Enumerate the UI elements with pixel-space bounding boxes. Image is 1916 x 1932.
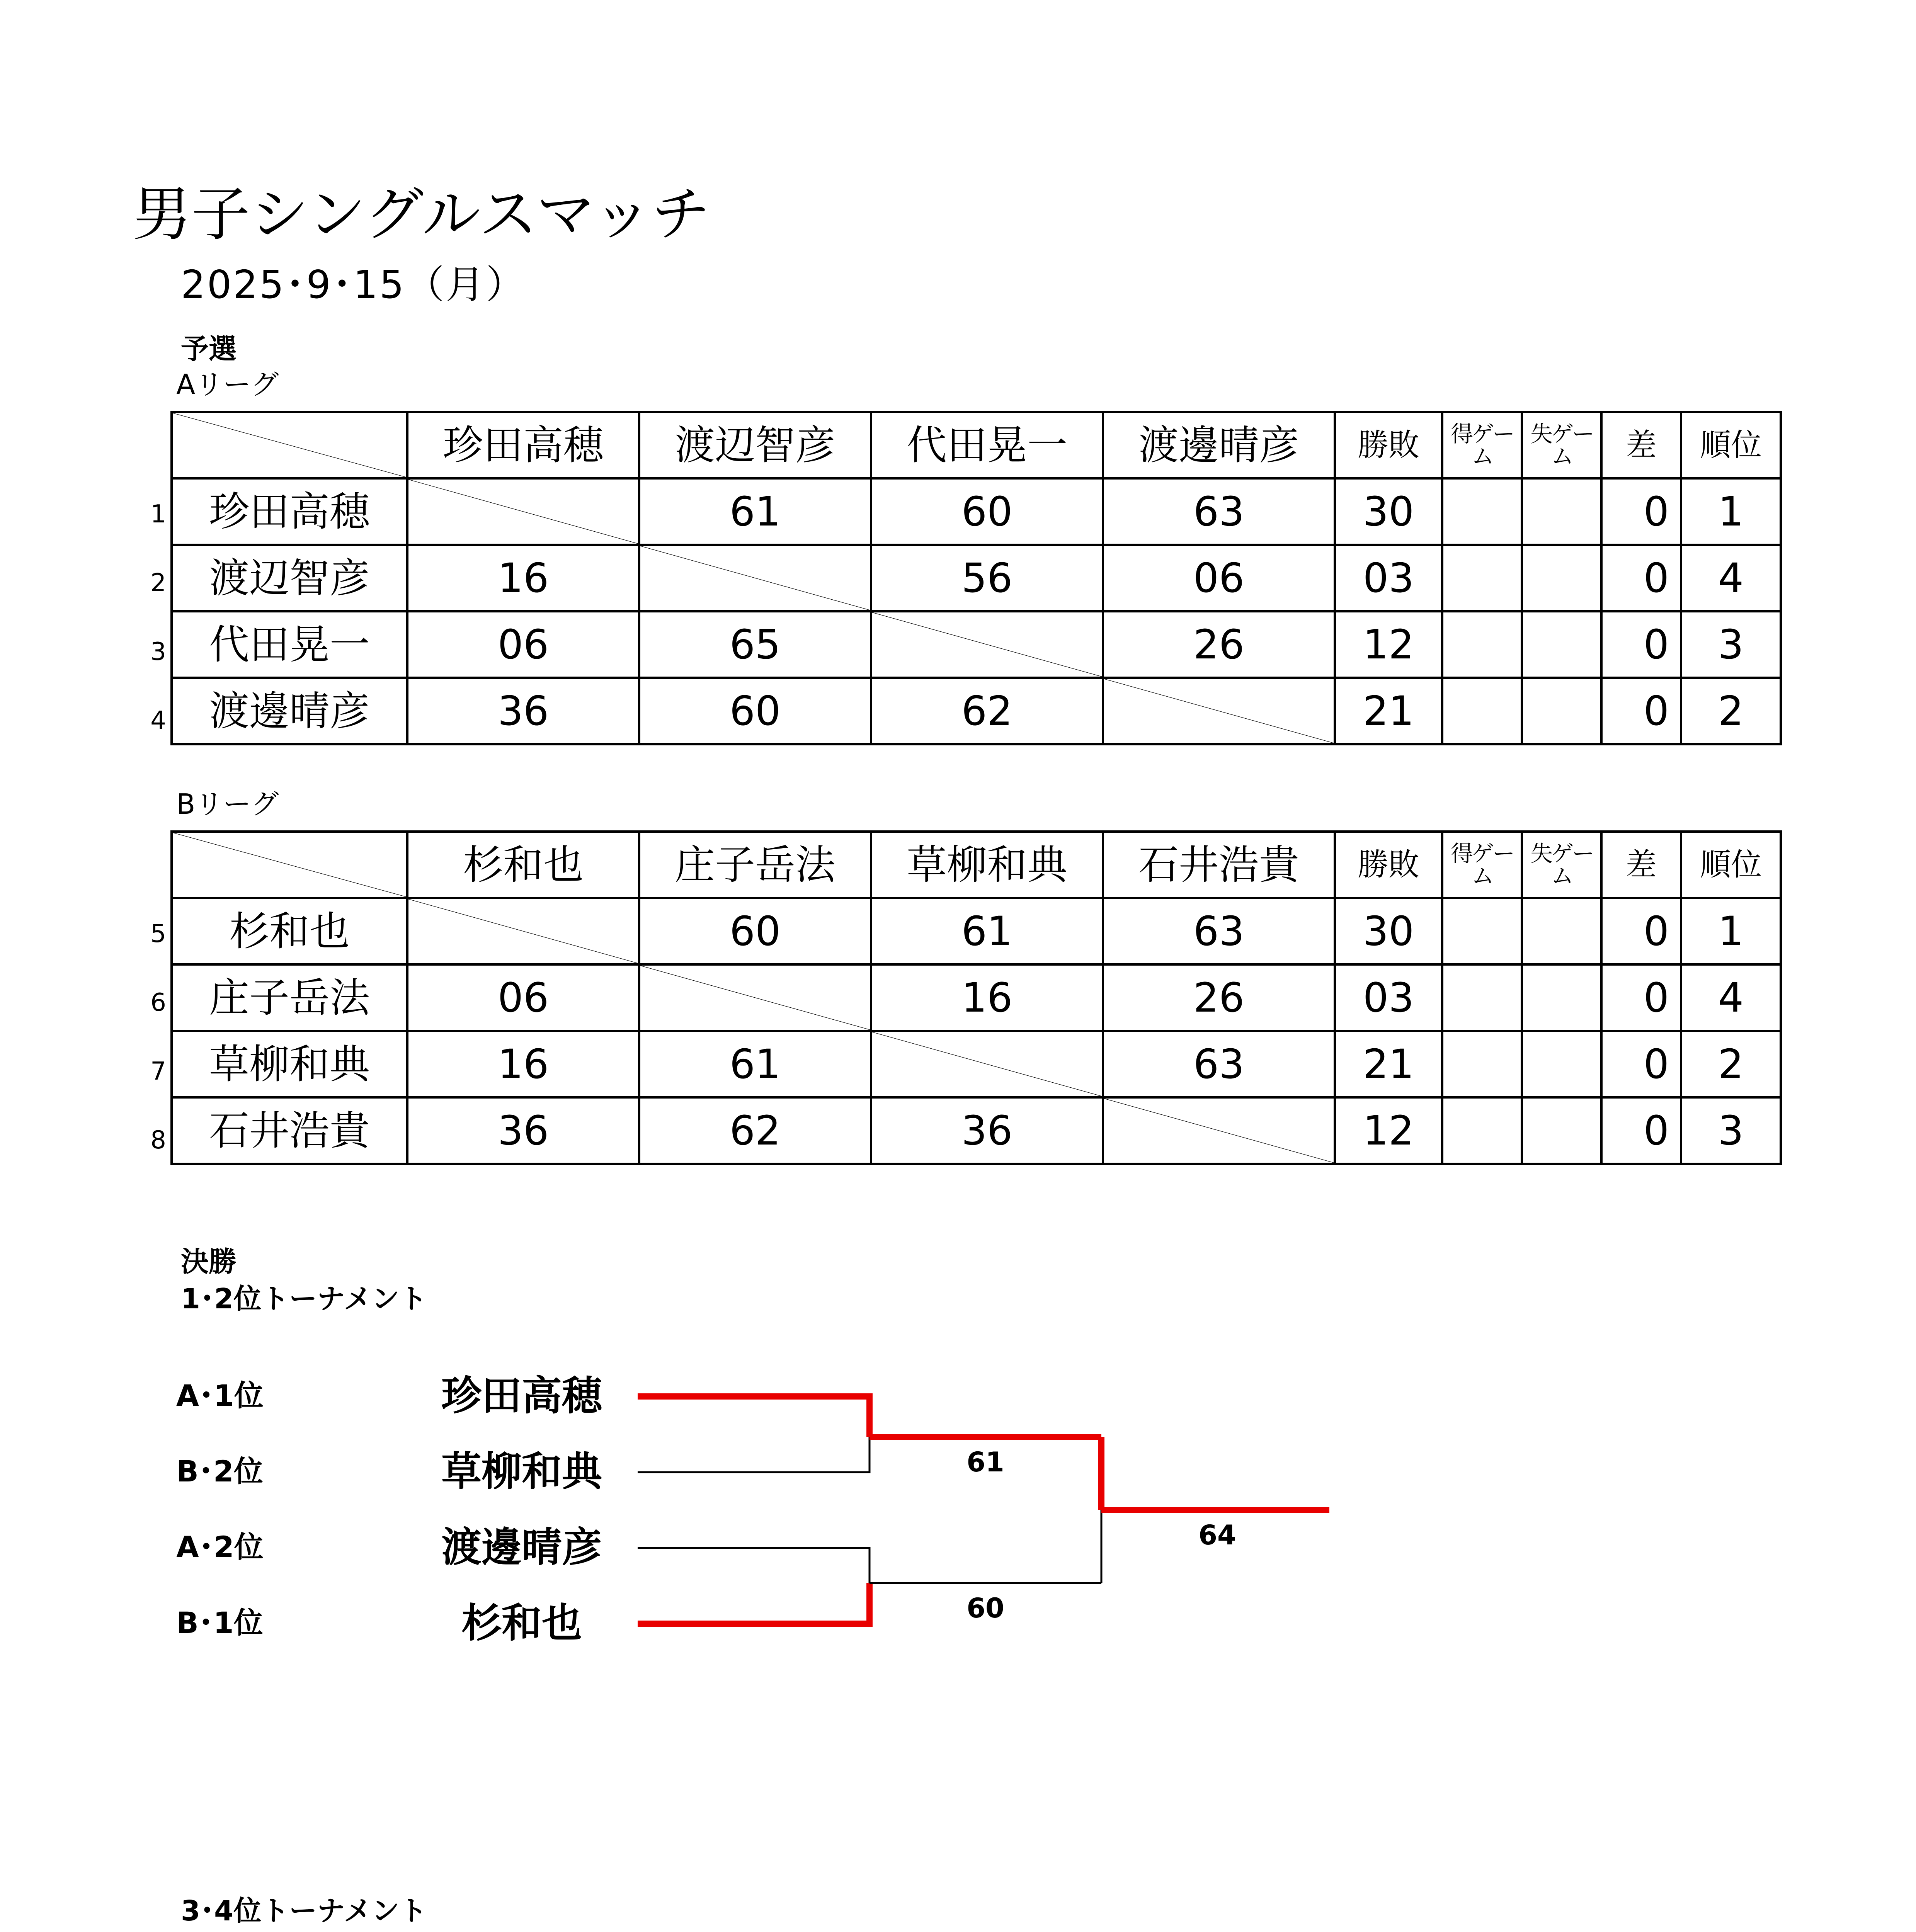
win-loss: 30: [1335, 478, 1442, 545]
match-score: 61: [871, 898, 1103, 964]
match-score: 06: [407, 611, 639, 678]
league-a-label: Aリーグ: [176, 368, 279, 401]
column-header-stat: 得ゲーム: [1442, 412, 1522, 478]
match-score: 06: [1103, 545, 1335, 611]
page-title: 男子シングルスマッチ: [133, 180, 710, 248]
rank: 2: [1681, 1031, 1781, 1097]
row-player-name: 渡辺智彦: [172, 545, 407, 611]
event-date: 2025･9･15（月）: [181, 262, 526, 307]
bracket-player: 杉和也: [461, 1599, 582, 1646]
row-player-name: 庄子岳法: [172, 964, 407, 1031]
bracket-player: 草柳和典: [441, 1448, 602, 1495]
rank: 4: [1681, 964, 1781, 1031]
match-score: 60: [639, 898, 871, 964]
match-score: 61: [639, 478, 871, 545]
match-score: 16: [407, 545, 639, 611]
win-loss: 03: [1335, 964, 1442, 1031]
row-player-name: 草柳和典: [172, 1031, 407, 1097]
row-player-name: 石井浩貴: [172, 1097, 407, 1164]
game-diff: 0: [1601, 1031, 1681, 1097]
match-score: 60: [871, 478, 1103, 545]
column-header-player: 杉和也: [407, 832, 639, 898]
match-score: 64: [1198, 1519, 1236, 1551]
match-score: 60: [967, 1592, 1004, 1624]
bracket-player: 渡邊晴彦: [441, 1524, 602, 1571]
column-header-stat: 差: [1601, 832, 1681, 898]
column-header-player: 庄子岳法: [639, 832, 871, 898]
column-header-stat: 得ゲーム: [1442, 832, 1522, 898]
tournament-1-label: 1･2位トーナメント: [181, 1282, 427, 1315]
game-diff: 0: [1601, 678, 1681, 744]
match-score: 16: [407, 1031, 639, 1097]
match-score: 16: [871, 964, 1103, 1031]
row-number: 1: [150, 500, 166, 529]
row-player-name: 渡邊晴彦: [172, 678, 407, 744]
league-b-label: Bリーグ: [176, 788, 279, 820]
prelim-label: 予選: [181, 333, 237, 365]
match-score: 56: [871, 545, 1103, 611]
win-loss: 30: [1335, 898, 1442, 964]
match-score: 26: [1103, 611, 1335, 678]
rank: 1: [1681, 898, 1781, 964]
row-number: 7: [150, 1057, 166, 1086]
tournament-2-label: 3･4位トーナメント: [181, 1895, 427, 1927]
win-loss: 21: [1335, 678, 1442, 744]
win-loss: 12: [1335, 1097, 1442, 1164]
row-number: 3: [150, 638, 166, 666]
match-score: 61: [639, 1031, 871, 1097]
game-diff: 0: [1601, 1097, 1681, 1164]
row-number: 8: [150, 1126, 166, 1155]
match-score: 62: [639, 1097, 871, 1164]
win-loss: 03: [1335, 545, 1442, 611]
match-score: 63: [1103, 898, 1335, 964]
rank: 2: [1681, 678, 1781, 744]
rank: 3: [1681, 611, 1781, 678]
column-header-stat: 順位: [1681, 412, 1781, 478]
rank: 1: [1681, 478, 1781, 545]
column-header-stat: 勝敗: [1335, 832, 1442, 898]
row-number: 5: [150, 920, 166, 948]
rank: 4: [1681, 545, 1781, 611]
row-number: 6: [150, 988, 166, 1017]
match-score: 36: [407, 1097, 639, 1164]
match-score: 26: [1103, 964, 1335, 1031]
row-number: 4: [150, 706, 166, 735]
column-header-player: 代田晃一: [871, 412, 1103, 478]
column-header-player: 渡邊晴彦: [1103, 412, 1335, 478]
column-header-stat: 差: [1601, 412, 1681, 478]
column-header-player: 石井浩貴: [1103, 832, 1335, 898]
column-header-stat: 失ゲーム: [1522, 412, 1601, 478]
match-score: 36: [407, 678, 639, 744]
seed-label: A･2位: [176, 1530, 264, 1564]
match-score: 60: [639, 678, 871, 744]
column-header-stat: 順位: [1681, 832, 1781, 898]
column-header-stat: 勝敗: [1335, 412, 1442, 478]
match-score: 36: [871, 1097, 1103, 1164]
column-header-player: 渡辺智彦: [639, 412, 871, 478]
row-player-name: 杉和也: [172, 898, 407, 964]
game-diff: 0: [1601, 898, 1681, 964]
column-header-player: 草柳和典: [871, 832, 1103, 898]
game-diff: 0: [1601, 611, 1681, 678]
row-player-name: 珍田高穂: [172, 478, 407, 545]
column-header-stat: 失ゲーム: [1522, 832, 1601, 898]
match-score: 62: [871, 678, 1103, 744]
finals-label: 決勝: [181, 1245, 237, 1278]
game-diff: 0: [1601, 478, 1681, 545]
column-header-player: 珍田高穂: [407, 412, 639, 478]
match-score: 65: [639, 611, 871, 678]
seed-label: B･1位: [176, 1605, 263, 1640]
row-number: 2: [150, 569, 166, 597]
seed-label: B･2位: [176, 1454, 263, 1488]
game-diff: 0: [1601, 545, 1681, 611]
rank: 3: [1681, 1097, 1781, 1164]
win-loss: 12: [1335, 611, 1442, 678]
win-loss: 21: [1335, 1031, 1442, 1097]
game-diff: 0: [1601, 964, 1681, 1031]
seed-label: A･1位: [176, 1378, 264, 1413]
match-score: 61: [967, 1446, 1004, 1478]
row-player-name: 代田晃一: [172, 611, 407, 678]
bracket-player: 珍田高穂: [441, 1372, 602, 1419]
match-score: 63: [1103, 478, 1335, 545]
match-score: 63: [1103, 1031, 1335, 1097]
match-score: 06: [407, 964, 639, 1031]
